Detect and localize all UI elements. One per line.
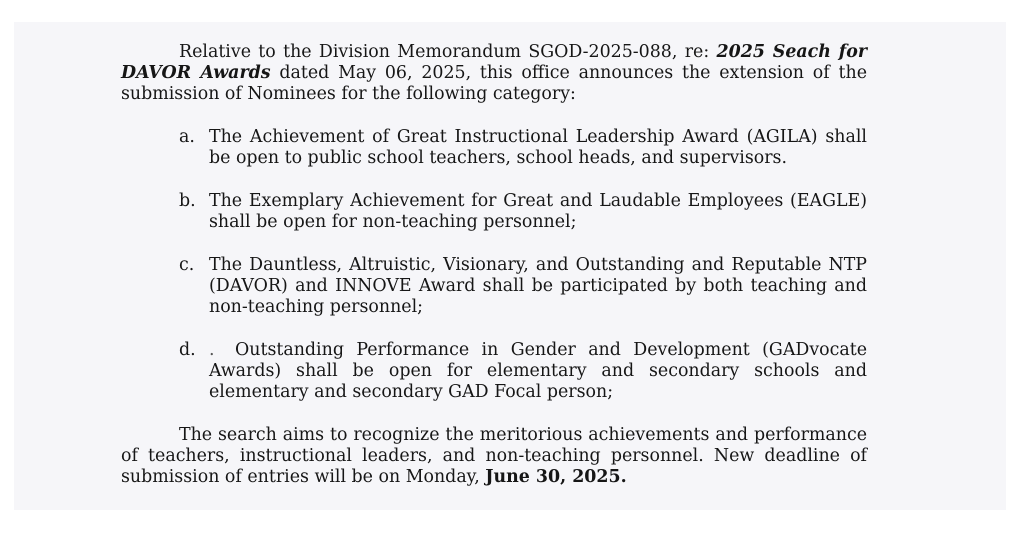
award-title: 2025 Seach for DAVOR Awards	[121, 42, 867, 83]
category-text: The Achievement of Great Instructional Leadership Award (AGILA) shall be open to public school teachers, school heads, and supervisors.	[209, 127, 867, 168]
category-item-agila	[121, 127, 867, 169]
intro-text-end: dated May 06, 2025, this office announces the extension of the submission of Nominees for the following category:	[121, 63, 867, 104]
deadline-date: June 30, 2025.	[485, 467, 627, 487]
memo-body	[121, 42, 867, 488]
category-marker: a.	[179, 127, 195, 147]
intro-text-start: Relative to the Division Memorandum SGOD-2025-088, re:	[179, 42, 717, 62]
category-text: The Dauntless, Altruistic, Visionary, and Outstanding and Reputable NTP (DAVOR) and INNOVE Award shall be participated by both teaching and non-teaching personnel;	[209, 255, 867, 317]
category-marker: c.	[179, 255, 195, 275]
category-item-eagle	[121, 191, 867, 233]
category-text: Outstanding Performance in Gender and Development (GADvocate Awards) shall be open for elementary and secondary schools and elementary and secondary GAD Focal person;	[209, 340, 867, 402]
category-item-gadvocate	[121, 340, 867, 403]
closing-text: The search aims to recognize the meritorious achievements and performance of teachers, instructional leaders, and non-teaching personnel. New deadline of submission of entries will be on Monday,	[121, 425, 867, 487]
category-marker: d.	[179, 340, 196, 360]
category-list	[121, 127, 867, 403]
category-text-wrapper	[209, 340, 867, 403]
category-prefix: .	[209, 340, 215, 360]
category-marker: b.	[179, 191, 196, 211]
closing-paragraph	[121, 425, 867, 488]
category-text: The Exemplary Achievement for Great and Laudable Employees (EAGLE) shall be open for non-teaching personnel;	[209, 191, 867, 232]
intro-paragraph	[121, 42, 867, 105]
category-item-davor	[121, 255, 867, 318]
